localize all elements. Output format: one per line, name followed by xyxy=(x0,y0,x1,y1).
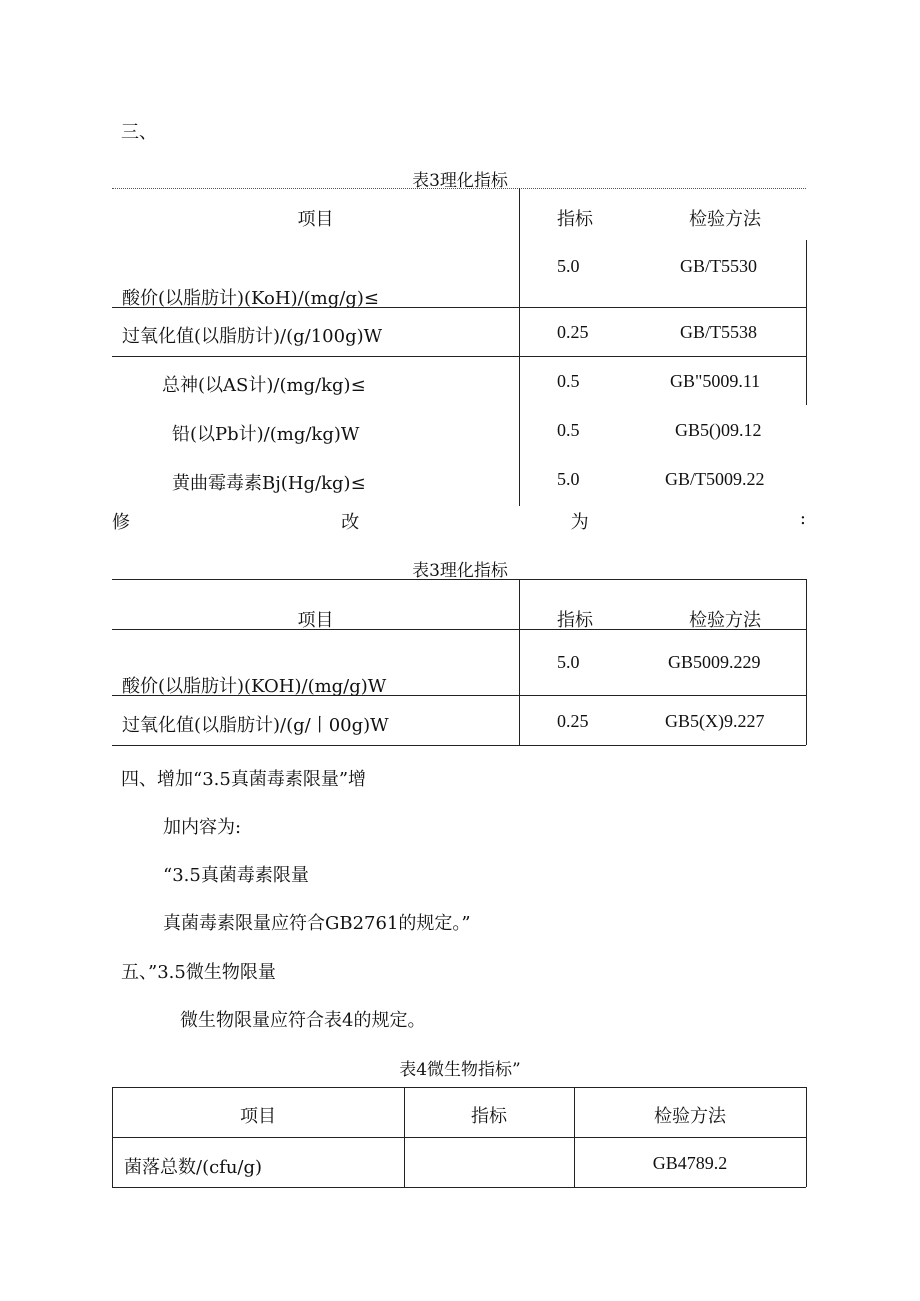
row-value: 5.0 xyxy=(557,652,580,672)
header-value: 指标 xyxy=(557,610,593,631)
modify-line xyxy=(112,508,806,534)
header-value: 指标 xyxy=(471,1106,507,1127)
table-3-revised-caption: 表3理化指标 xyxy=(412,561,508,581)
row-item: 黄曲霉毒素Bj(Hg/kg)≤ xyxy=(172,473,366,494)
row-value: 5.0 xyxy=(557,256,580,276)
column-divider xyxy=(519,579,520,745)
table-right-border xyxy=(806,240,807,405)
row-method: GB4789.2 xyxy=(652,1153,728,1173)
section-3-heading: 三、 xyxy=(121,122,157,143)
row-value: 0.5 xyxy=(557,420,580,440)
row-method: GB"5009.11 xyxy=(670,371,761,391)
modify-char: 修 xyxy=(112,512,130,533)
modify-char: : xyxy=(799,508,806,529)
header-item: 项目 xyxy=(297,209,334,230)
header-item: 项目 xyxy=(297,610,334,631)
row-item: 过氧化值(以脂肪计)/(g/100g)W xyxy=(122,326,383,347)
table-bottom-border xyxy=(112,745,806,746)
column-divider xyxy=(519,188,520,506)
row-item: 酸价(以脂肪计)(KOH)/(mg/g)W xyxy=(122,676,387,697)
table-bottom-border xyxy=(112,1187,806,1188)
section-5-line-1: 五、”3.5微生物限量 xyxy=(121,962,276,983)
row-method: GB/T5530 xyxy=(680,256,758,276)
table-top-border xyxy=(112,1087,806,1088)
header-item: 项目 xyxy=(240,1106,276,1127)
row-method: GB/T5538 xyxy=(680,322,758,342)
row-item: 酸价(以脂肪计)(KoH)/(mg/g)≤ xyxy=(122,288,379,309)
table-3-original-caption: 表3理化指标 xyxy=(412,171,508,191)
table-top-border xyxy=(112,579,806,580)
row-method: GB5009.229 xyxy=(668,652,761,672)
header-method: 检验方法 xyxy=(654,1106,726,1127)
table-right-border xyxy=(806,1087,807,1187)
table-4-caption: 表4微生物指标” xyxy=(399,1060,521,1080)
section-4-line-3: “3.5真菌毒素限量 xyxy=(163,865,309,886)
modify-char: 为 xyxy=(570,512,589,533)
row-value: 0.25 xyxy=(557,711,589,731)
row-value: 0.25 xyxy=(557,322,589,342)
header-method: 检验方法 xyxy=(689,610,761,631)
modify-char: 改 xyxy=(341,512,360,533)
row-value: 5.0 xyxy=(557,469,580,489)
row-item: 铅(以Pb计)/(mg/kg)W xyxy=(172,424,360,445)
row-method: GB5(X)9.227 xyxy=(665,711,765,731)
row-item: 总神(以AS计)/(mg/kg)≤ xyxy=(162,375,366,396)
table-right-border xyxy=(806,579,807,745)
table-top-border xyxy=(112,188,806,189)
row-item: 过氧化值(以脂肪计)/(g/丨00g)W xyxy=(122,715,389,736)
row-item: 菌落总数/(cfu/g) xyxy=(124,1157,263,1178)
row-divider xyxy=(112,356,806,357)
section-5-line-2: 微生物限量应符合表4的规定。 xyxy=(180,1010,426,1031)
section-4-line-4: 真菌毒素限量应符合GB2761的规定。” xyxy=(163,913,471,934)
row-value: 0.5 xyxy=(557,371,580,391)
section-4-line-2: 加内容为: xyxy=(163,817,242,838)
row-method: GB/T5009.22 xyxy=(665,469,765,489)
header-method: 检验方法 xyxy=(689,209,761,230)
row-method: GB5()09.12 xyxy=(675,420,762,440)
section-4-line-1: 四、增加“3.5真菌毒素限量”增 xyxy=(121,769,367,790)
header-divider xyxy=(112,1137,806,1138)
header-value: 指标 xyxy=(557,209,593,230)
